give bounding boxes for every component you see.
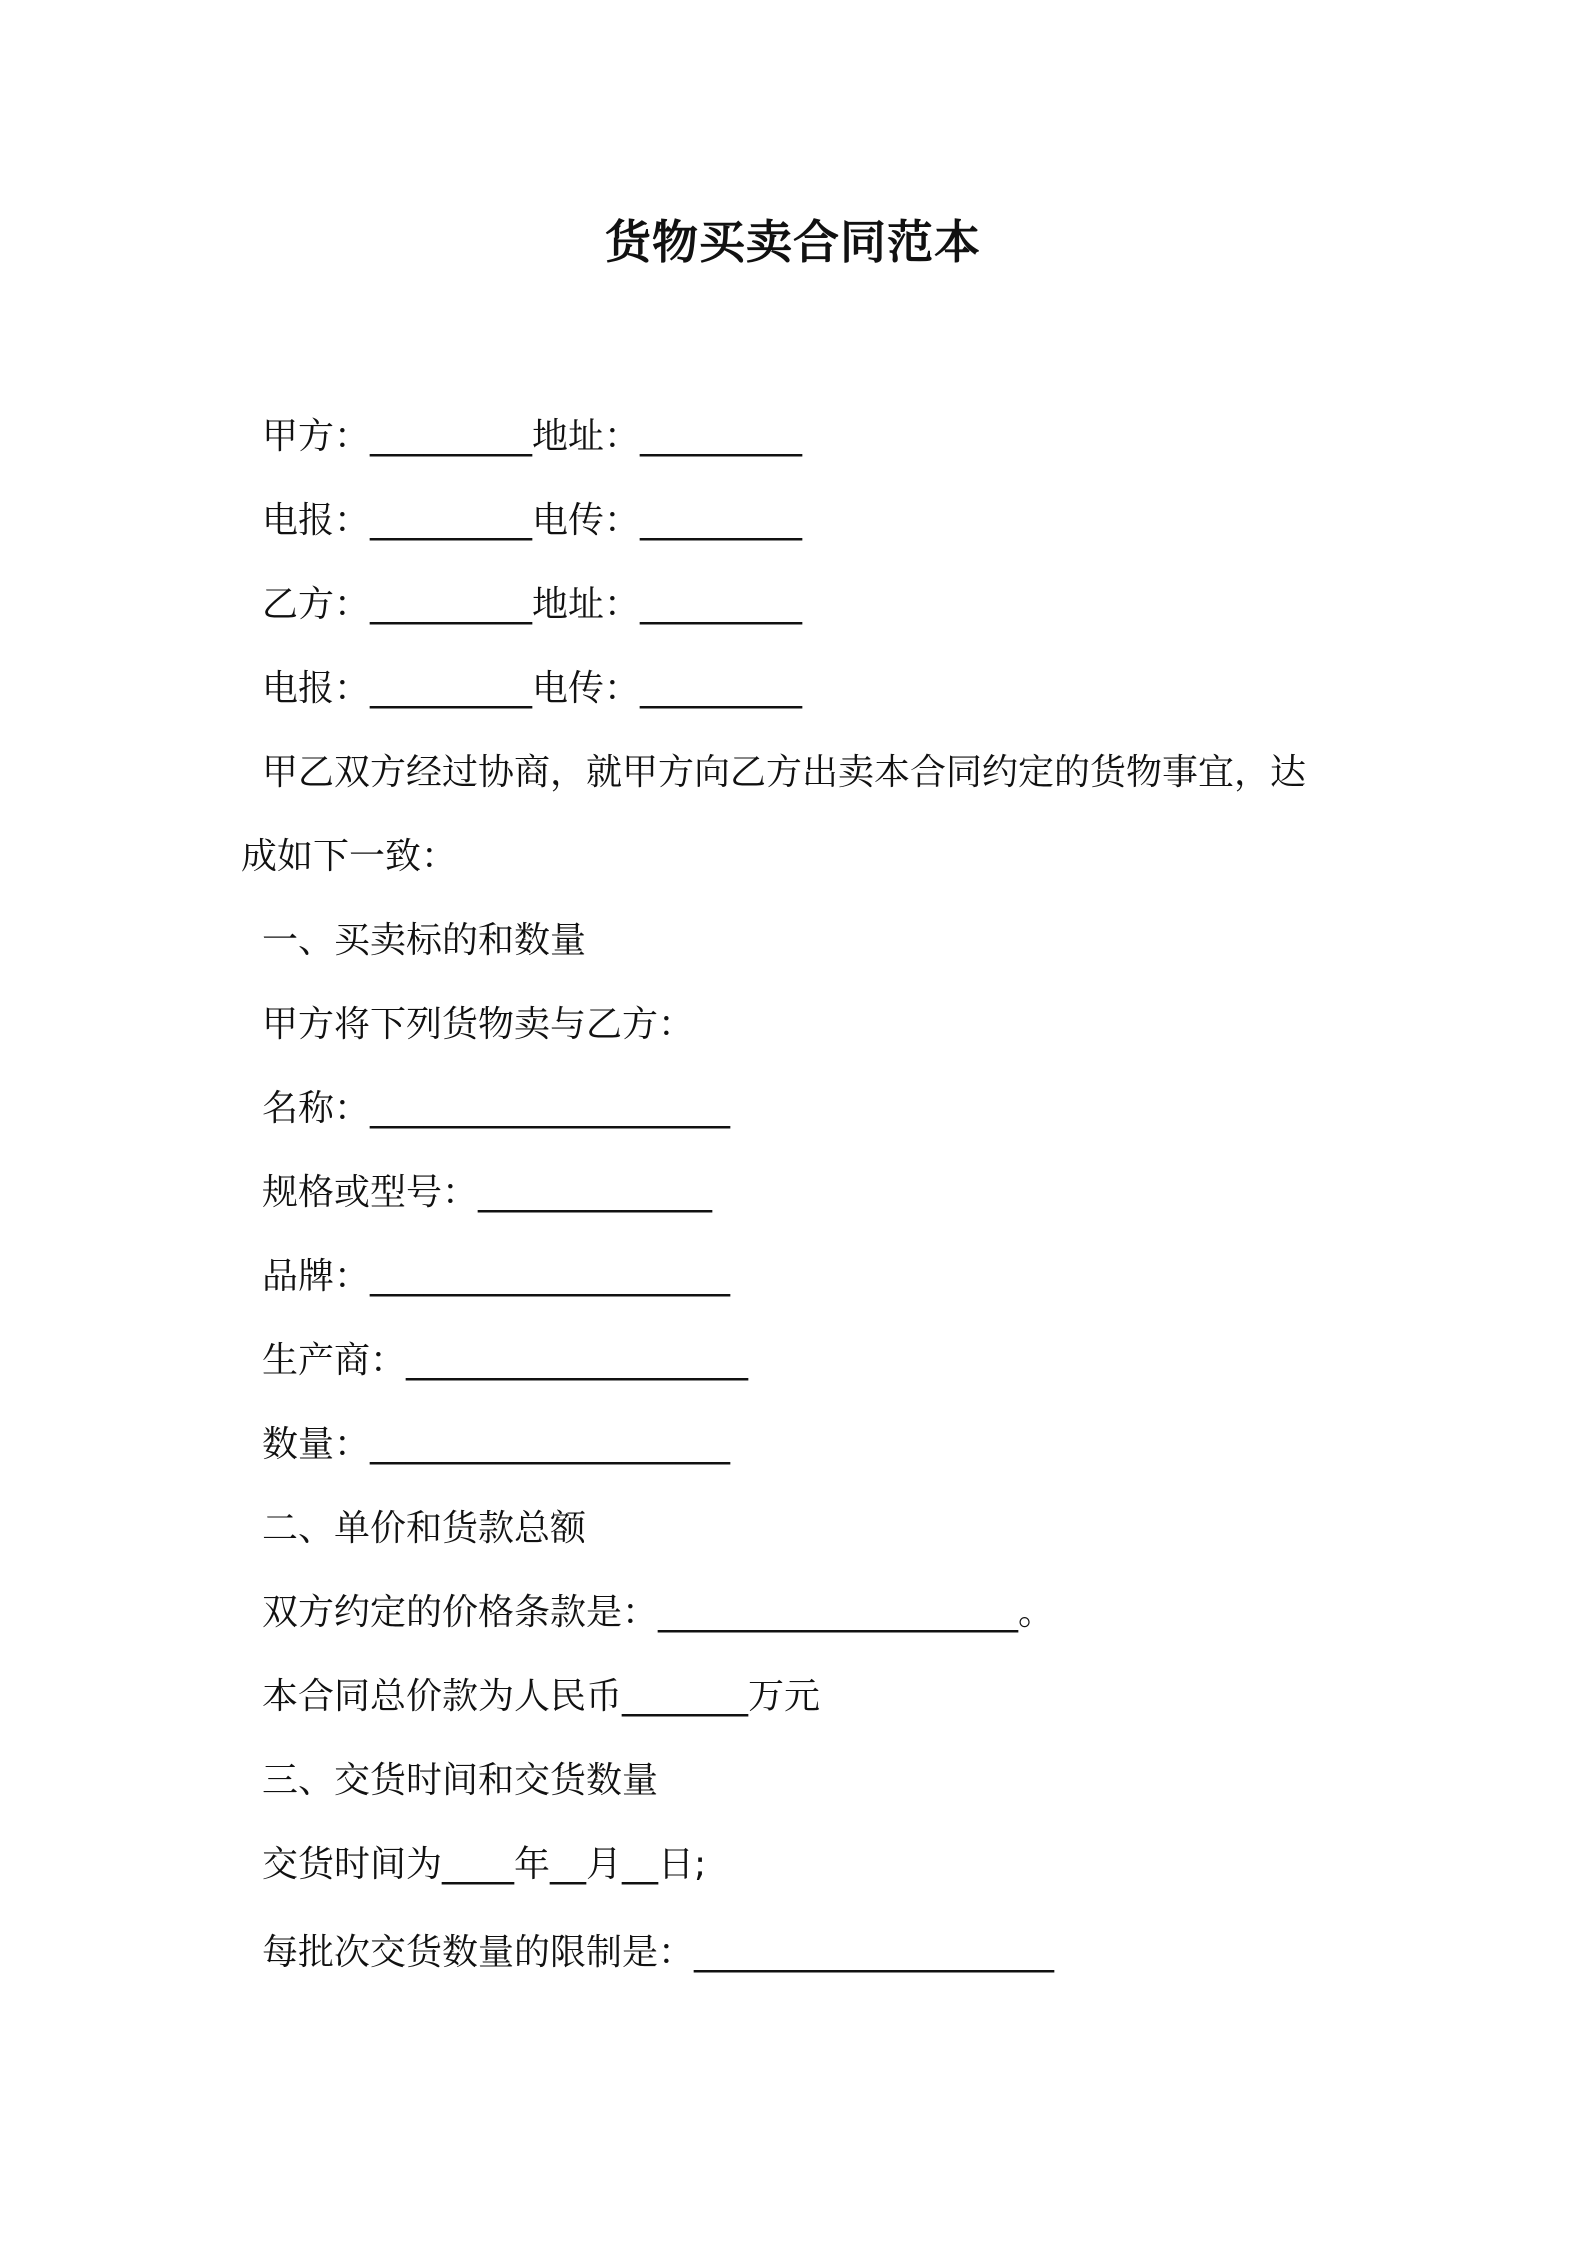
- party-a-line: 甲方：_________地址：_________: [262, 416, 803, 457]
- goods-quantity-field: 数量：____________________: [262, 1424, 731, 1465]
- section-1-lead: 甲方将下列货物卖与乙方：: [262, 1004, 695, 1045]
- section-3-heading: 三、交货时间和交货数量: [262, 1760, 659, 1801]
- goods-name-field: 名称：____________________: [262, 1088, 731, 1129]
- batch-limit-field: 每批次交货数量的限制是：____________________: [262, 1932, 1055, 1973]
- party-a-contact-line: 电报：_________电传：_________: [262, 500, 803, 541]
- party-b-line: 乙方：_________地址：_________: [262, 584, 803, 625]
- delivery-time-field: 交货时间为____年__月__日;: [262, 1844, 707, 1885]
- total-price-field: 本合同总价款为人民币_______万元: [262, 1676, 821, 1717]
- section-2-heading: 二、单价和货款总额: [262, 1508, 587, 1549]
- section-1-heading: 一、买卖标的和数量: [262, 920, 587, 961]
- goods-brand-field: 品牌：____________________: [262, 1256, 731, 1297]
- party-b-contact-line: 电报：_________电传：_________: [262, 668, 803, 709]
- goods-manufacturer-field: 生产商：___________________: [262, 1340, 749, 1381]
- price-terms-field: 双方约定的价格条款是：____________________。: [262, 1592, 1055, 1633]
- intro-paragraph-line-2: 成如下一致：: [241, 836, 458, 877]
- intro-paragraph-line-1: 甲乙双方经过协商，就甲方向乙方出卖本合同约定的货物事宜，达: [262, 752, 1307, 793]
- goods-spec-field: 规格或型号：_____________: [262, 1172, 713, 1213]
- document-title: 货物买卖合同范本: [605, 215, 981, 269]
